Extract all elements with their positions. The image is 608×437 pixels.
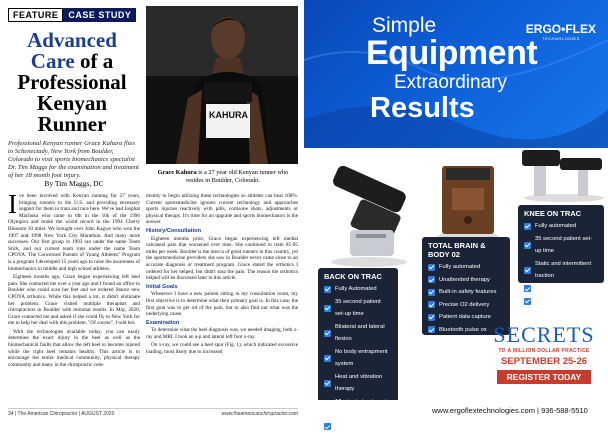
feature-item: Static and intermittent traction bbox=[524, 258, 598, 283]
paragraph: Eighteen months ago, Grace began experiencing left heel pain. She contacted me over a year ago and I found an office in Boulder who could scan her feet and we ordered Stance new CPOYA orthotics. While this helped a lot, it didn't eliminate her problem. Grace visited multiple therapists and chiropractors in Boulder with minimal results. In May, 2020, Grace contacted me and asked if she could fly to New York for me to help her deal with this problem. "Of course", I told her. bbox=[8, 274, 140, 327]
total-brain-body-panel bbox=[422, 237, 510, 335]
section-heading: Initial Goals bbox=[146, 283, 178, 290]
feature-item: Small footprint bbox=[324, 421, 392, 434]
folio: 34 | The American Chiropractor | AUGUST 2020 bbox=[8, 411, 115, 417]
caption-name: Grace Kahura bbox=[157, 169, 197, 176]
case-study-tag: CASE STUDY bbox=[63, 8, 136, 22]
paragraph: To determine what the heel diagnosis was, we needed imaging, both x-ray and MRI. I took an a-p and lateral left foot x-ray. bbox=[146, 327, 299, 340]
title-line-2b: of a bbox=[74, 49, 114, 73]
feature-item: Small footprint bbox=[524, 295, 598, 308]
ad-footer bbox=[304, 400, 608, 420]
feature-item: Bluetooth pulse ox bbox=[428, 324, 504, 337]
article-deck: Professional Kenyan runner Grace Kahura flies to Schenectady, New York from Boulder, Colorado to visit sports biomechanics specialist Dr. Tim Maggs for the examination and treatment of her 18 month foot injury. bbox=[8, 140, 139, 179]
contact-info: www.ergoflextechnologies.com | 936-588-5510 bbox=[432, 406, 588, 415]
section-heading: Examination bbox=[146, 319, 180, 326]
secrets-title: SECRETS bbox=[493, 322, 595, 347]
secrets-event-promo bbox=[482, 322, 606, 385]
panel-title: TOTAL BRAIN & BODY 02 bbox=[428, 241, 486, 259]
feature-item: 35 second patient set-up time bbox=[324, 296, 392, 321]
checkmark-icon bbox=[428, 301, 435, 308]
article-title bbox=[6, 30, 138, 135]
feature-tag: FEATURE bbox=[8, 8, 63, 22]
checkmark-icon bbox=[324, 380, 331, 387]
checkmark-icon bbox=[428, 326, 435, 333]
paragraph: munity to begin utilizing these technologies so athletes can heal 100%. Current sportsmedicine ignores current technology and approaches sports injuries reactively with pills, cortisone shots, adjustments or physical therapy. It's time for an upgrade and sports biomechanics is the answer. bbox=[146, 193, 298, 226]
checkmark-icon bbox=[324, 423, 331, 430]
title-line-3: Professional bbox=[17, 70, 127, 94]
secrets-subtitle: TO A MILLION DOLLAR PRACTICE bbox=[498, 348, 590, 354]
knee-on-trac-machine-image bbox=[516, 138, 608, 204]
title-line-2a: Care bbox=[30, 49, 75, 73]
checkmark-icon bbox=[428, 314, 435, 321]
headline-extraordinary: Extraordinary bbox=[394, 72, 507, 93]
panel-title: KNEE ON TRAC bbox=[524, 209, 582, 218]
feature-list bbox=[518, 220, 604, 312]
feature-item: Fully automated bbox=[428, 261, 504, 274]
checkmark-icon bbox=[428, 264, 435, 271]
website-url: www.theamericanchiropractor.com bbox=[221, 411, 298, 417]
title-line-4: Kenyan bbox=[36, 91, 107, 115]
article-column-1 bbox=[8, 189, 140, 370]
back-on-trac-panel bbox=[318, 268, 398, 430]
checkmark-icon bbox=[524, 223, 531, 230]
caption-text: is a 27 year old Kenyan runner who resides in Boulder, Colorado. bbox=[186, 169, 289, 184]
article-column-2 bbox=[146, 193, 298, 358]
event-dates: SEPTEMBER 25-26 bbox=[500, 356, 588, 367]
feature-item: No body entrapment system bbox=[324, 346, 392, 371]
logo-tagline: TECHNOLOGIES bbox=[541, 36, 580, 41]
paragraph: Eighteen months prior, Grace began experiencing left medial calcaneal pain that worsened over time. She continued to train 85-95 miles per week. Boulder is the mecca of great runners in this country, yet the sportsmedicine providers she saw in Boulder never came close to an accurate diagnosis or treatment program. Grace stated the orthotics I ordered for her helped, but didn't stop the pain. The reason the orthotics helped will be discussed later in this article. bbox=[146, 235, 298, 282]
runner-photo bbox=[146, 6, 298, 164]
panel-title: BACK ON TRAC bbox=[324, 272, 382, 281]
feature-item: 35 second patient set-up time bbox=[524, 233, 598, 258]
checkmark-icon bbox=[324, 330, 331, 337]
advertisement-page bbox=[304, 0, 608, 430]
feature-item: Heat and vibration therapy bbox=[324, 371, 392, 396]
feature-item: Fully automated bbox=[524, 220, 598, 233]
paragraph bbox=[8, 189, 140, 272]
page-footer bbox=[8, 408, 298, 419]
feature-item: Fully Automated bbox=[324, 283, 392, 296]
paragraph: With the technologies available today, you can easily determine the exact injury in the heel as well as the biomechanical faults that allow the left heel to become injured while the right heel remains healthy. This article is to encourage the entire medical community, physical therapy community and many in the chiropractic com- bbox=[8, 328, 140, 368]
checkmark-icon bbox=[428, 289, 435, 296]
back-on-trac-machine-image bbox=[324, 160, 414, 270]
svg-text:KAHURA: KAHURA bbox=[209, 110, 248, 120]
feature-item: Bilateral and lateral flexion bbox=[324, 321, 392, 346]
headline-equipment: Equipment bbox=[366, 34, 538, 72]
section-heading: History/Consultation bbox=[146, 227, 202, 234]
checkmark-icon bbox=[428, 276, 435, 283]
article-page bbox=[0, 0, 304, 420]
section-tag bbox=[8, 8, 136, 22]
headline-results: Results bbox=[370, 92, 475, 124]
checkmark-icon bbox=[524, 285, 531, 292]
logo-name: ERGO•FLEX bbox=[525, 22, 596, 36]
checkmark-icon bbox=[524, 298, 531, 305]
ergoflex-logo bbox=[526, 22, 596, 41]
total-brain-body-device-image bbox=[428, 158, 508, 240]
ad-header bbox=[304, 0, 608, 148]
photo-caption bbox=[150, 169, 296, 184]
checkmark-icon bbox=[524, 267, 531, 274]
feature-item: Patient data capture bbox=[428, 311, 504, 324]
checkmark-icon bbox=[324, 286, 331, 293]
feature-item: Unattended therapy bbox=[428, 274, 504, 287]
paragraph-text: ve been involved with Kenyan running for 27 years, bringing runners to the U.S. and providing necessary support for them to train and race here. We've had Josphat Machuka who came in 6th in the 10k of the 1996 Olympics and broke the world record in the 1994 Cherry Blossom 10 miler. We brought over John Kagwe who won the 1997 and 1998 New York City Marathon. And many more successes. Our first group in 1993 ran under the name Team Stick, and our current team runs under the name Team CPOYA. The Concerned Parents of Young Athletes" Program is a program I developed 15 years ago to raise the awareness of biomechanics in middle and high school athletes. bbox=[8, 193, 140, 272]
title-line-5: Runner bbox=[37, 112, 107, 136]
headline-simple: Simple bbox=[372, 14, 437, 37]
title-line-1: Advanced bbox=[27, 28, 117, 52]
register-button[interactable]: REGISTER TODAY bbox=[497, 370, 592, 384]
paragraph: Whenever I have a new patient sitting in my consultation room, my first objective is to determine what their primary goal is. In this case, the first goal was to get rid of the pain, but to also find out what was the underlying cause. bbox=[146, 291, 298, 318]
feature-item: Precise O2 delivery bbox=[428, 299, 504, 312]
checkmark-icon bbox=[324, 305, 331, 312]
feature-item: 5 minute treatment time bbox=[524, 283, 598, 296]
knee-on-trac-panel bbox=[518, 205, 604, 304]
feature-item: Built-in safety features bbox=[428, 286, 504, 299]
paragraph: On x-ray, we could see a heel spur (Fig. 1), which indicated excessive loading, most likely due to increased bbox=[146, 342, 298, 356]
checkmark-icon bbox=[524, 242, 531, 249]
byline: By Tim Maggs, DC bbox=[44, 179, 104, 188]
drop-cap: I bbox=[8, 189, 17, 219]
checkmark-icon bbox=[324, 355, 331, 362]
